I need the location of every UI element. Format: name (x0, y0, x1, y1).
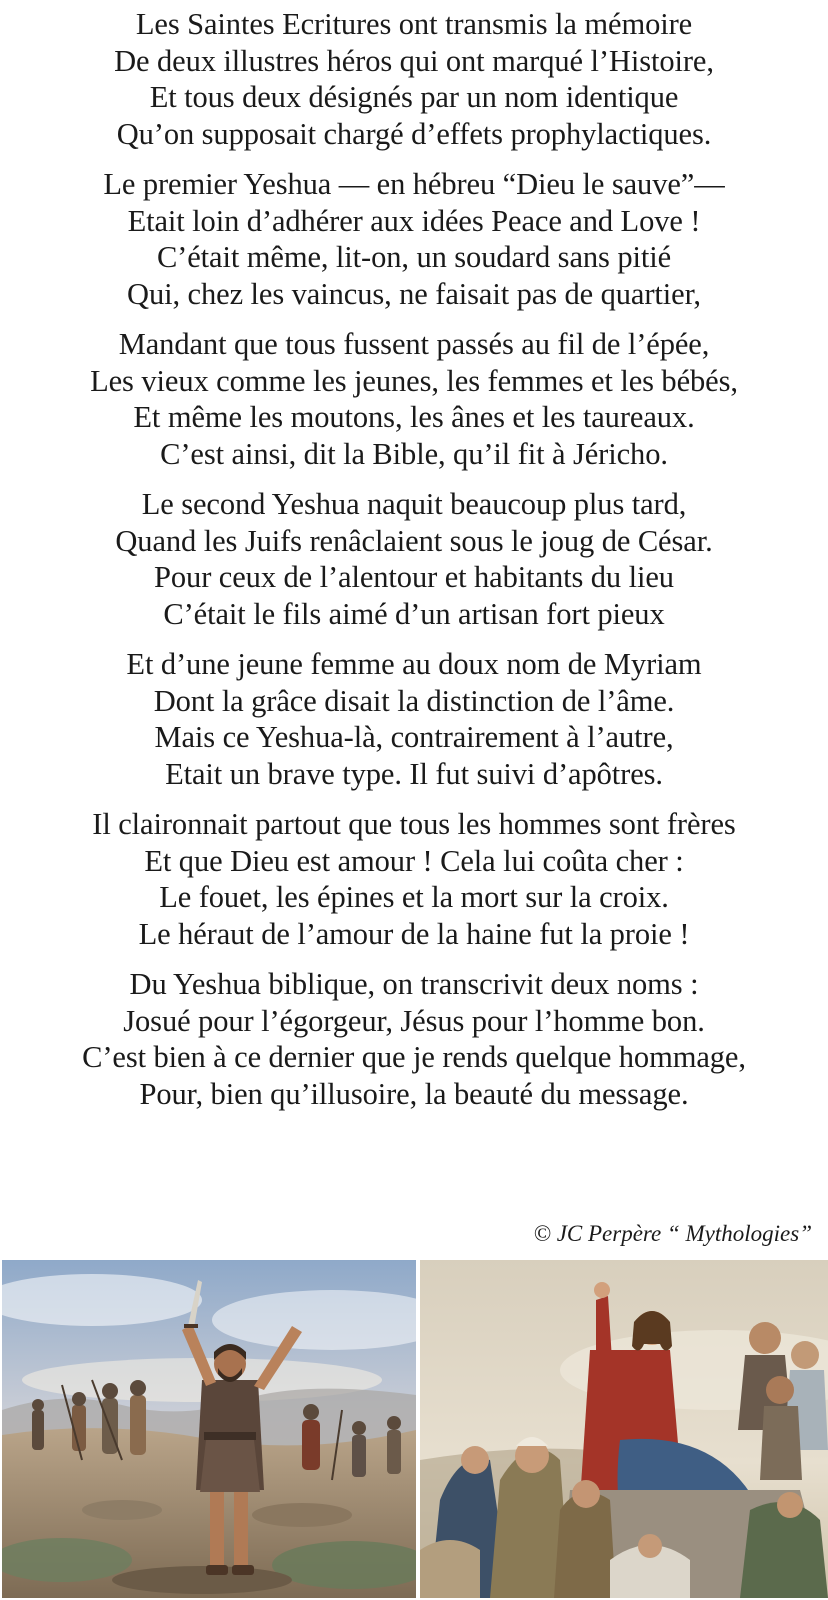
poem-line: C’était le fils aimé d’un artisan fort pieux (163, 596, 665, 631)
poem-line: Etait loin d’adhérer aux idées Peace and Love ! (127, 203, 701, 238)
poem-line: Et d’une jeune femme au doux nom de Myriam (126, 647, 702, 681)
poem-line: Pour, bien qu’illusoire, la beauté du message. (139, 1076, 689, 1111)
stanza-6 (0, 806, 828, 952)
poem-line: C’est ainsi, dit la Bible, qu’il fit à Jéricho. (160, 436, 668, 471)
stanza-2 (0, 166, 828, 312)
poem-line: Dont la grâce disait la distinction de l’âme. (153, 683, 675, 718)
poem-line: Le fouet, les épines et la mort sur la croix. (159, 880, 669, 914)
stanza-5 (0, 646, 828, 792)
stanza-7 (0, 966, 828, 1112)
poem-line: Les vieux comme les jeunes, les femmes et les bébés, (90, 363, 738, 398)
jesus-preaching-painting (420, 1260, 828, 1598)
poem-line: Et tous deux désignés par un nom identique (149, 80, 679, 114)
poem (0, 6, 828, 1126)
poem-line: Le premier Yeshua — en hébreu “Dieu le sauve”— (103, 167, 725, 201)
poem-line: Quand les Juifs renâclaient sous le joug de César. (115, 523, 713, 558)
copyright-credit: © JC Perpère “ Mythologies” (533, 1221, 812, 1246)
poem-line: Etait un brave type. Il fut suivi d’apôtres. (165, 756, 663, 791)
poem-line: Qui, chez les vaincus, ne faisait pas de quartier, (127, 276, 701, 311)
preaching-scene-image (420, 1260, 828, 1598)
joshua-warrior-painting (2, 1260, 416, 1598)
poem-line: Le héraut de l’amour de la haine fut la proie ! (138, 916, 690, 951)
poem-line: Mandant que tous fussent passés au fil de l’épée, (118, 327, 710, 361)
poem-line: Le second Yeshua naquit beaucoup plus tard, (141, 487, 687, 521)
poem-line: Qu’on supposait chargé d’effets prophylactiques. (116, 116, 712, 151)
stanza-3 (0, 326, 828, 472)
poem-line: Et même les moutons, les ânes et les taureaux. (133, 400, 695, 434)
poem-line: Josué pour l’égorgeur, Jésus pour l’homme bon. (123, 1003, 705, 1038)
illustrations (0, 1260, 828, 1600)
poem-line: Et que Dieu est amour ! Cela lui coûta cher : (144, 843, 684, 878)
poem-line: Mais ce Yeshua-là, contrairement à l’autre, (154, 720, 674, 754)
poem-line: Pour ceux de l’alentour et habitants du lieu (154, 560, 674, 594)
poem-line: C’était même, lit-on, un soudard sans pitié (156, 240, 672, 274)
poem-line: Il claironnait partout que tous les hommes sont frères (92, 807, 736, 841)
poem-line: C’est bien à ce dernier que je rends quelque hommage, (82, 1040, 746, 1074)
poem-line: De deux illustres héros qui ont marqué l’Histoire, (114, 43, 714, 78)
poem-line: Les Saintes Ecritures ont transmis la mémoire (135, 7, 693, 41)
warrior-scene-image (2, 1260, 416, 1598)
poem-line: Du Yeshua biblique, on transcrivit deux noms : (129, 967, 699, 1001)
stanza-4 (0, 486, 828, 632)
stanza-1 (0, 6, 828, 152)
